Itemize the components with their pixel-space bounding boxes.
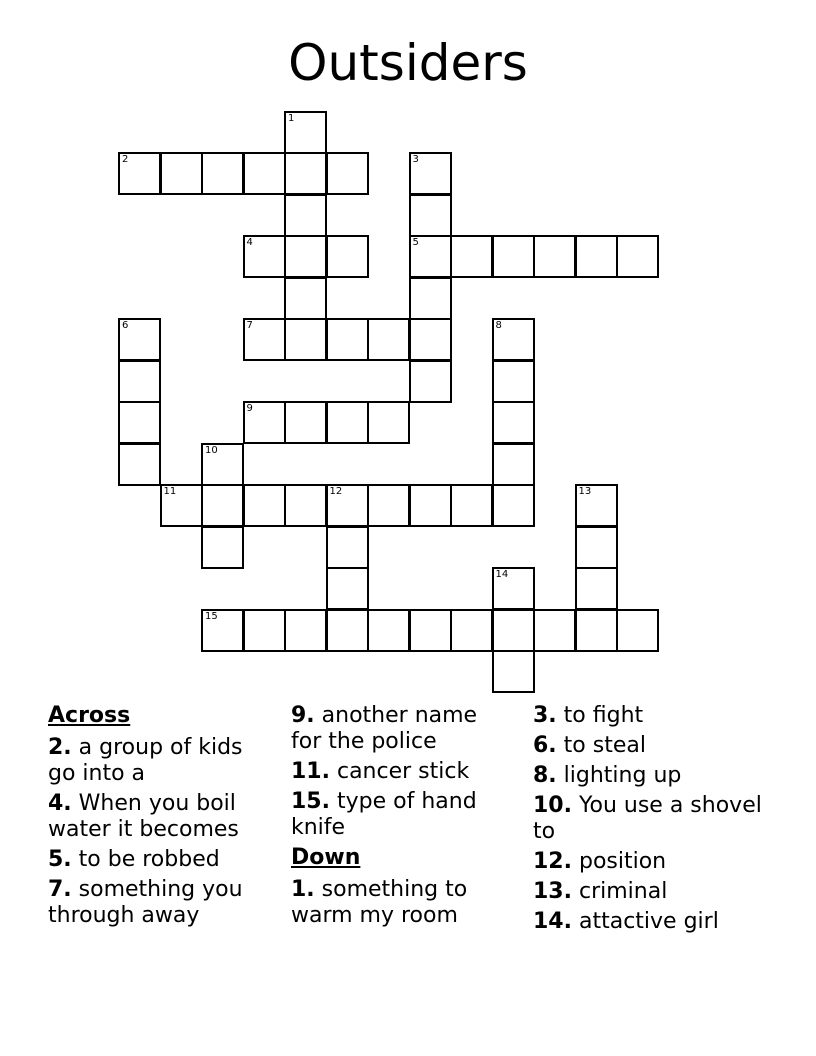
- cell-number: 11: [163, 486, 177, 497]
- clue-number: 4.: [48, 791, 72, 816]
- clue-text: position: [578, 849, 667, 874]
- grid-cell[interactable]: [575, 235, 618, 278]
- grid-cell[interactable]: [533, 235, 576, 278]
- grid-cell[interactable]: [118, 152, 161, 195]
- clue-text: a group of kids go into a: [48, 735, 243, 786]
- grid-cell[interactable]: [201, 526, 244, 569]
- cell-number: 9: [246, 403, 253, 414]
- grid-cell[interactable]: [201, 443, 244, 486]
- grid-cell[interactable]: [450, 235, 493, 278]
- clue-text: something you through away: [48, 877, 243, 928]
- grid-cell[interactable]: [492, 567, 535, 610]
- grid-cell[interactable]: [575, 567, 618, 610]
- grid-cell[interactable]: [118, 360, 161, 403]
- cell-number: 6: [122, 320, 129, 331]
- grid-cell[interactable]: [160, 484, 203, 527]
- cell-number: 8: [495, 320, 502, 331]
- grid-cell[interactable]: [326, 484, 369, 527]
- cell-number: 14: [495, 569, 509, 580]
- clue-heading-down: Down: [291, 845, 361, 870]
- grid-cell[interactable]: [326, 567, 369, 610]
- grid-cell[interactable]: [284, 194, 327, 237]
- grid-cell[interactable]: [492, 360, 535, 403]
- grid-cell[interactable]: [492, 609, 535, 652]
- grid-cell[interactable]: [409, 609, 452, 652]
- grid-cell[interactable]: [575, 484, 618, 527]
- grid-cell[interactable]: [409, 360, 452, 403]
- clue-number: 3.: [533, 703, 557, 728]
- grid-cell[interactable]: [160, 152, 203, 195]
- clue-number: 11.: [291, 759, 330, 784]
- grid-cell[interactable]: [450, 484, 493, 527]
- clue-text: lighting up: [563, 763, 682, 788]
- clue-text: When you boil water it becomes: [48, 791, 239, 842]
- cell-number: 1: [288, 112, 295, 124]
- grid-cell[interactable]: [616, 235, 659, 278]
- cell-number: 2: [122, 154, 129, 165]
- clue-item: [533, 733, 773, 759]
- grid-cell[interactable]: [243, 318, 286, 361]
- clue-item: [291, 759, 506, 785]
- grid-cell[interactable]: [367, 609, 410, 652]
- clue-number: 6.: [533, 733, 557, 758]
- clue-item: [48, 791, 273, 843]
- clue-item: [291, 703, 506, 755]
- grid-cell[interactable]: [367, 401, 410, 444]
- clue-item: [533, 703, 773, 729]
- grid-cell[interactable]: [326, 401, 369, 444]
- clue-text: type of hand knife: [291, 789, 477, 840]
- clue-text: another name for the police: [291, 703, 478, 754]
- grid-cell[interactable]: [326, 152, 369, 195]
- grid-cell[interactable]: [243, 609, 286, 652]
- cell-number: 10: [205, 444, 218, 456]
- clue-item: [48, 877, 273, 929]
- grid-cell[interactable]: [201, 609, 244, 652]
- grid-cell[interactable]: [284, 152, 327, 195]
- clue-number: 2.: [48, 735, 72, 760]
- clue-number: 1.: [291, 877, 315, 902]
- clue-number: 15.: [291, 789, 330, 814]
- grid-cell[interactable]: [284, 277, 327, 320]
- clue-item: [291, 877, 506, 929]
- grid-cell[interactable]: [284, 235, 327, 278]
- grid-cell[interactable]: [118, 318, 161, 361]
- clue-number: 8.: [533, 763, 557, 788]
- grid-cell[interactable]: [492, 484, 535, 527]
- clue-item: [533, 849, 773, 875]
- grid-cell[interactable]: [575, 609, 618, 652]
- grid-cell[interactable]: [575, 526, 618, 569]
- grid-cell[interactable]: [284, 609, 327, 652]
- grid-cell[interactable]: [118, 401, 161, 444]
- grid-cell[interactable]: [492, 318, 535, 361]
- grid-cell[interactable]: [284, 401, 327, 444]
- grid-cell[interactable]: [326, 318, 369, 361]
- grid-cell[interactable]: [367, 318, 410, 361]
- grid-cell[interactable]: [533, 609, 576, 652]
- grid-cell[interactable]: [243, 484, 286, 527]
- grid-cell[interactable]: [284, 484, 327, 527]
- clue-text: something to warm my room: [291, 877, 468, 928]
- clue-text: cancer stick: [336, 759, 470, 784]
- grid-cell[interactable]: [616, 609, 659, 652]
- clues-column-2: [291, 703, 506, 933]
- clue-number: 14.: [533, 909, 572, 934]
- grid-cell[interactable]: [284, 111, 327, 154]
- grid-cell[interactable]: [284, 318, 327, 361]
- grid-cell[interactable]: [409, 318, 452, 361]
- clue-number: 5.: [48, 847, 72, 872]
- clues-column-3: [533, 703, 773, 939]
- cell-number: 15: [205, 610, 218, 622]
- grid-cell[interactable]: [492, 443, 535, 486]
- grid-cell[interactable]: [326, 235, 369, 278]
- grid-cell[interactable]: [367, 484, 410, 527]
- clue-item: [533, 763, 773, 789]
- clue-text: to steal: [563, 733, 646, 758]
- grid-cell[interactable]: [243, 401, 286, 444]
- grid-cell[interactable]: [409, 152, 452, 195]
- clues-column-1: [48, 703, 273, 933]
- clue-item: [533, 793, 773, 845]
- grid-cell[interactable]: [409, 484, 452, 527]
- grid-cell[interactable]: [409, 194, 452, 237]
- cell-number: 3: [412, 154, 419, 165]
- grid-cell[interactable]: [118, 443, 161, 486]
- cell-number: 7: [246, 320, 253, 331]
- cell-number: 13: [578, 486, 592, 497]
- clue-text: to fight: [563, 703, 644, 728]
- clue-number: 7.: [48, 877, 72, 902]
- clue-item: [48, 735, 273, 787]
- grid-cell[interactable]: [243, 152, 286, 195]
- grid-cell[interactable]: [326, 609, 369, 652]
- clue-number: 9.: [291, 703, 315, 728]
- grid-cell[interactable]: [450, 609, 493, 652]
- grid-cell[interactable]: [201, 152, 244, 195]
- clue-text: attactive girl: [578, 909, 719, 934]
- clue-text: to be robbed: [78, 847, 220, 872]
- grid-cell[interactable]: [492, 235, 535, 278]
- clue-item: [48, 847, 273, 873]
- grid-cell[interactable]: [492, 650, 535, 693]
- grid-cell[interactable]: [326, 526, 369, 569]
- clue-number: 13.: [533, 879, 572, 904]
- cell-number: 12: [329, 486, 343, 497]
- clue-item: [533, 909, 773, 935]
- clue-item: [291, 789, 506, 841]
- grid-cell[interactable]: [492, 401, 535, 444]
- clue-text: criminal: [578, 879, 668, 904]
- clue-number: 12.: [533, 849, 572, 874]
- clue-text: You use a shovel to: [533, 793, 762, 844]
- clue-heading-across: Across: [48, 703, 131, 728]
- clue-number: 10.: [533, 793, 572, 818]
- cell-number: 4: [246, 237, 253, 248]
- puzzle-title: Outsiders: [288, 34, 528, 92]
- grid-cell[interactable]: [409, 235, 452, 278]
- clue-item: [533, 879, 773, 905]
- grid-cell[interactable]: [201, 484, 244, 527]
- cell-number: 5: [412, 237, 419, 248]
- grid-cell[interactable]: [243, 235, 286, 278]
- grid-cell[interactable]: [409, 277, 452, 320]
